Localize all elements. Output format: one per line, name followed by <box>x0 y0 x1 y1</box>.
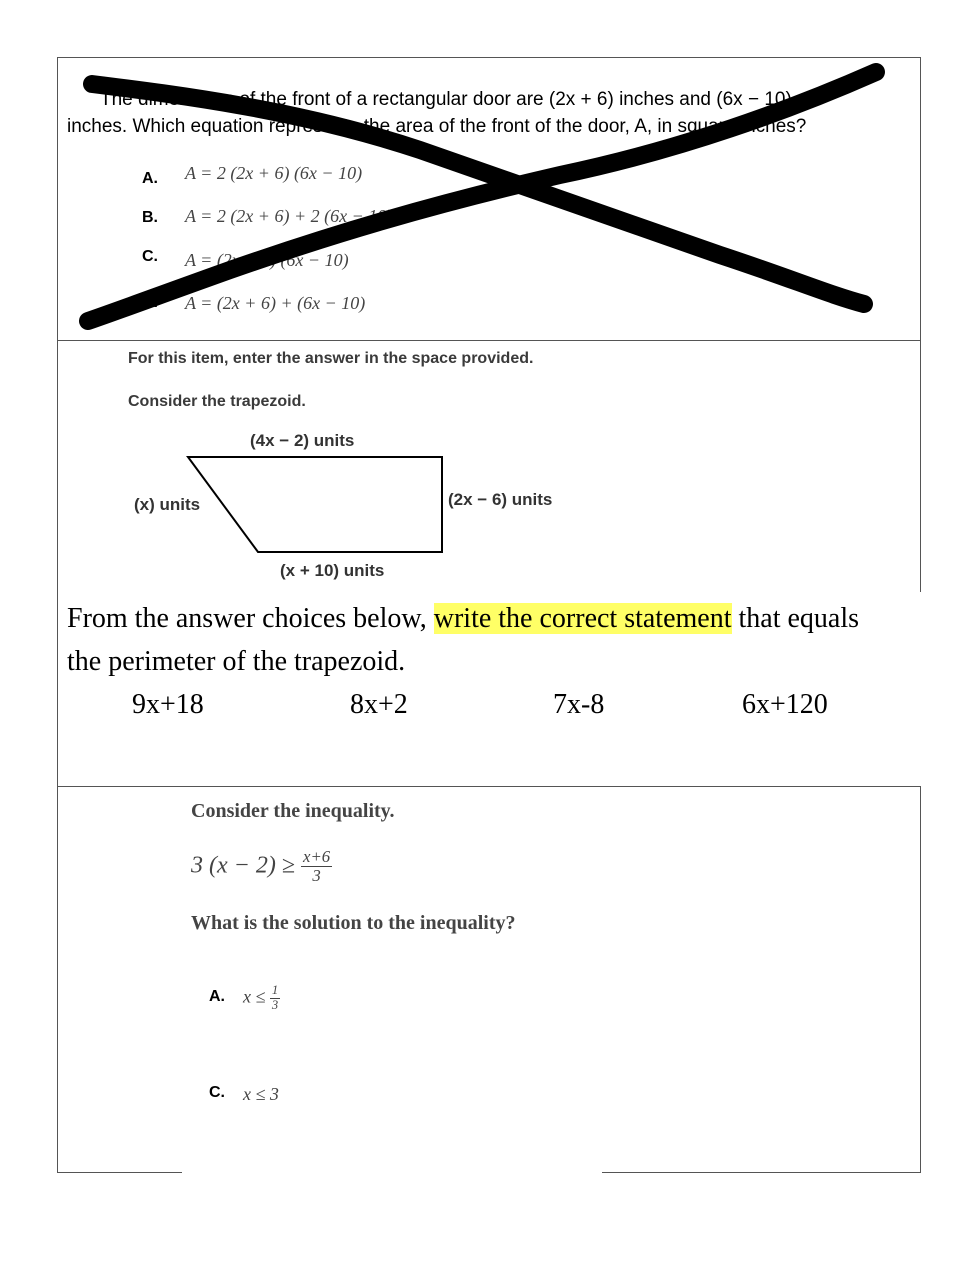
trapezoid-top-label: (4x − 2) units <box>250 431 355 450</box>
q3-choice-c-letter: C. <box>209 1084 225 1101</box>
q3-choice-c-expression: x ≤ 3 <box>243 1084 279 1104</box>
choice-d-letter: D. <box>142 294 158 311</box>
q3-choice-a-letter: A. <box>209 988 225 1005</box>
question1-text-line1: The dimensions of the front of a rectangular door are (2x + 6) inches and (6x − 10) <box>100 89 792 110</box>
inequality-rhs-fraction <box>301 848 332 886</box>
answer-option-1[interactable]: 9x+18 <box>132 689 204 720</box>
question2-body-line1 <box>67 603 859 635</box>
choice-c-expression: A = (2x + 6) (6x − 10) <box>185 250 349 270</box>
trapezoid-bottom-label: (x + 10) units <box>280 561 385 580</box>
q3-choice-a-lhs: x ≤ <box>243 986 266 1007</box>
choice-b-expression: A = 2 (2x + 6) + 2 (6x − 10) <box>185 206 393 226</box>
trapezoid-left-label: (x) units <box>134 495 201 514</box>
choice-a-expression: A = 2 (2x + 6) (6x − 10) <box>185 163 363 183</box>
border-gap <box>910 592 925 786</box>
question3-box <box>57 786 921 1173</box>
answer-option-3[interactable]: 7x-8 <box>553 689 605 720</box>
question3-question: What is the solution to the inequality? <box>191 912 516 934</box>
q3-choice-a-fraction <box>270 984 280 1013</box>
inequality-lhs: 3 (x − 2) ≥ <box>191 852 296 879</box>
question3-prompt: Consider the inequality. <box>191 800 395 822</box>
question1-text-line2: inches. Which equation represents the area of the front of the door, A, in square inches? <box>67 116 807 137</box>
answer-option-4[interactable]: 6x+120 <box>742 689 828 720</box>
choice-c-letter: C. <box>142 248 158 265</box>
question2-prompt: Consider the trapezoid. <box>128 393 306 410</box>
rhs-numerator: x+6 <box>303 847 331 866</box>
answer-option-2[interactable]: 8x+2 <box>350 689 408 720</box>
trapezoid-shape <box>188 457 442 552</box>
body-text-highlight: write the correct statement <box>433 603 732 634</box>
choice-d-expression: A = (2x + 6) + (6x − 10) <box>185 293 366 313</box>
bottom-border-gap <box>182 1168 602 1176</box>
choice-a-letter: A. <box>142 170 158 187</box>
q3-choice-a-expression <box>243 984 280 1013</box>
rhs-denominator: 3 <box>312 866 321 886</box>
body-text-before: From the answer choices below, <box>67 603 427 634</box>
body-text-after: that equals <box>738 603 860 634</box>
trapezoid-right-label: (2x − 6) units <box>448 490 553 509</box>
q3-choice-a-denominator: 3 <box>271 997 279 1012</box>
question2-body-line2: the perimeter of the trapezoid. <box>67 646 406 677</box>
question3-inequality <box>191 848 332 886</box>
question2-instruction: For this item, enter the answer in the space provided. <box>128 350 534 367</box>
choice-b-letter: B. <box>142 209 158 226</box>
q3-choice-a-numerator: 1 <box>271 983 279 997</box>
